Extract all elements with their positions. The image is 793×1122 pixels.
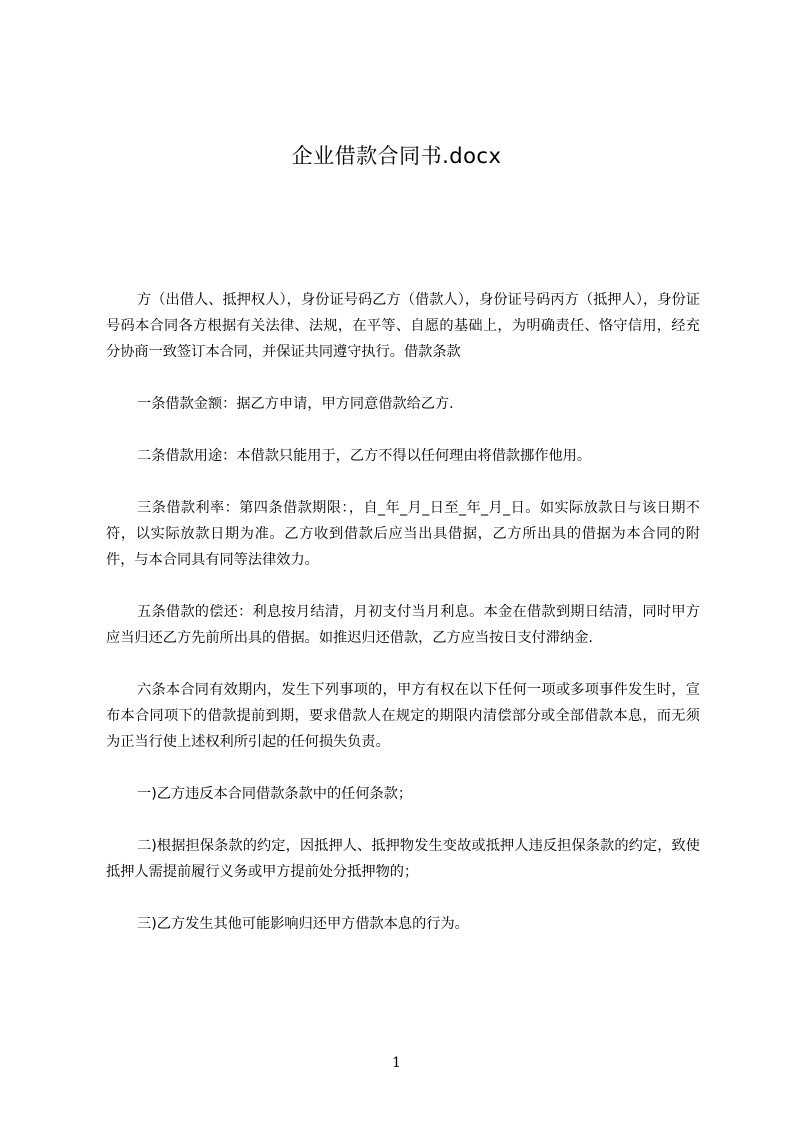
page-number: 1 [392,1055,401,1071]
paragraph-item-1: 一)乙方违反本合同借款条款中的任何条款； [137,786,413,802]
paragraph-item-2: 二)根据担保条款的约定，因抵押人、抵押物发生变故或抵押人违反担保条款的约定，致使抵押人需提前履行义务或甲方提前处分抵押物的； [106,838,700,880]
paragraph-article-6: 六条本合同有效期内，发生下列事项的，甲方有权在以下任何一项或多项事件发生时，宣布本合同项下的借款提前到期，要求借款人在规定的期限内清偿部分或全部借款本息，而无须为正当行使上述权利所引起的任何损失负责。 [106,682,700,750]
document-title: 企业借款合同书.docx [291,144,502,168]
paragraph-preamble: 方（出借人、抵押权人），身份证号码乙方（借款人），身份证号码丙方（抵押人），身份证号码本合同各方根据有关法律、法规，在平等、自愿的基础上，为明确责任、恪守信用，经充分协商一致签订本合同，并保证共同遵守执行。借款条款 [106,292,700,360]
paragraph-article-5: 五条借款的偿还：利息按月结清，月初支付当月利息。本金在借款到期日结清，同时甲方应当归还乙方先前所出具的借据。如推迟归还借款，乙方应当按日支付滞纳金. [106,604,700,646]
paragraph-item-3: 三)乙方发生其他可能影响归还甲方借款本息的行为。 [137,916,469,932]
paragraph-article-1: 一条借款金额：据乙方申请，甲方同意借款给乙方. [137,396,454,412]
paragraph-article-2: 二条借款用途：本借款只能用于，乙方不得以任何理由将借款挪作他用。 [137,448,592,464]
paragraph-article-3: 三条借款利率：第四条借款期限：，自_年_月_日至_年_月_日。如实际放款日与该日期不符，以实际放款日期为准。乙方收到借款后应当出具借据，乙方所出具的借据为本合同的附件，与本合同具有同等法律效力。 [106,500,700,568]
document-body [106,287,700,963]
